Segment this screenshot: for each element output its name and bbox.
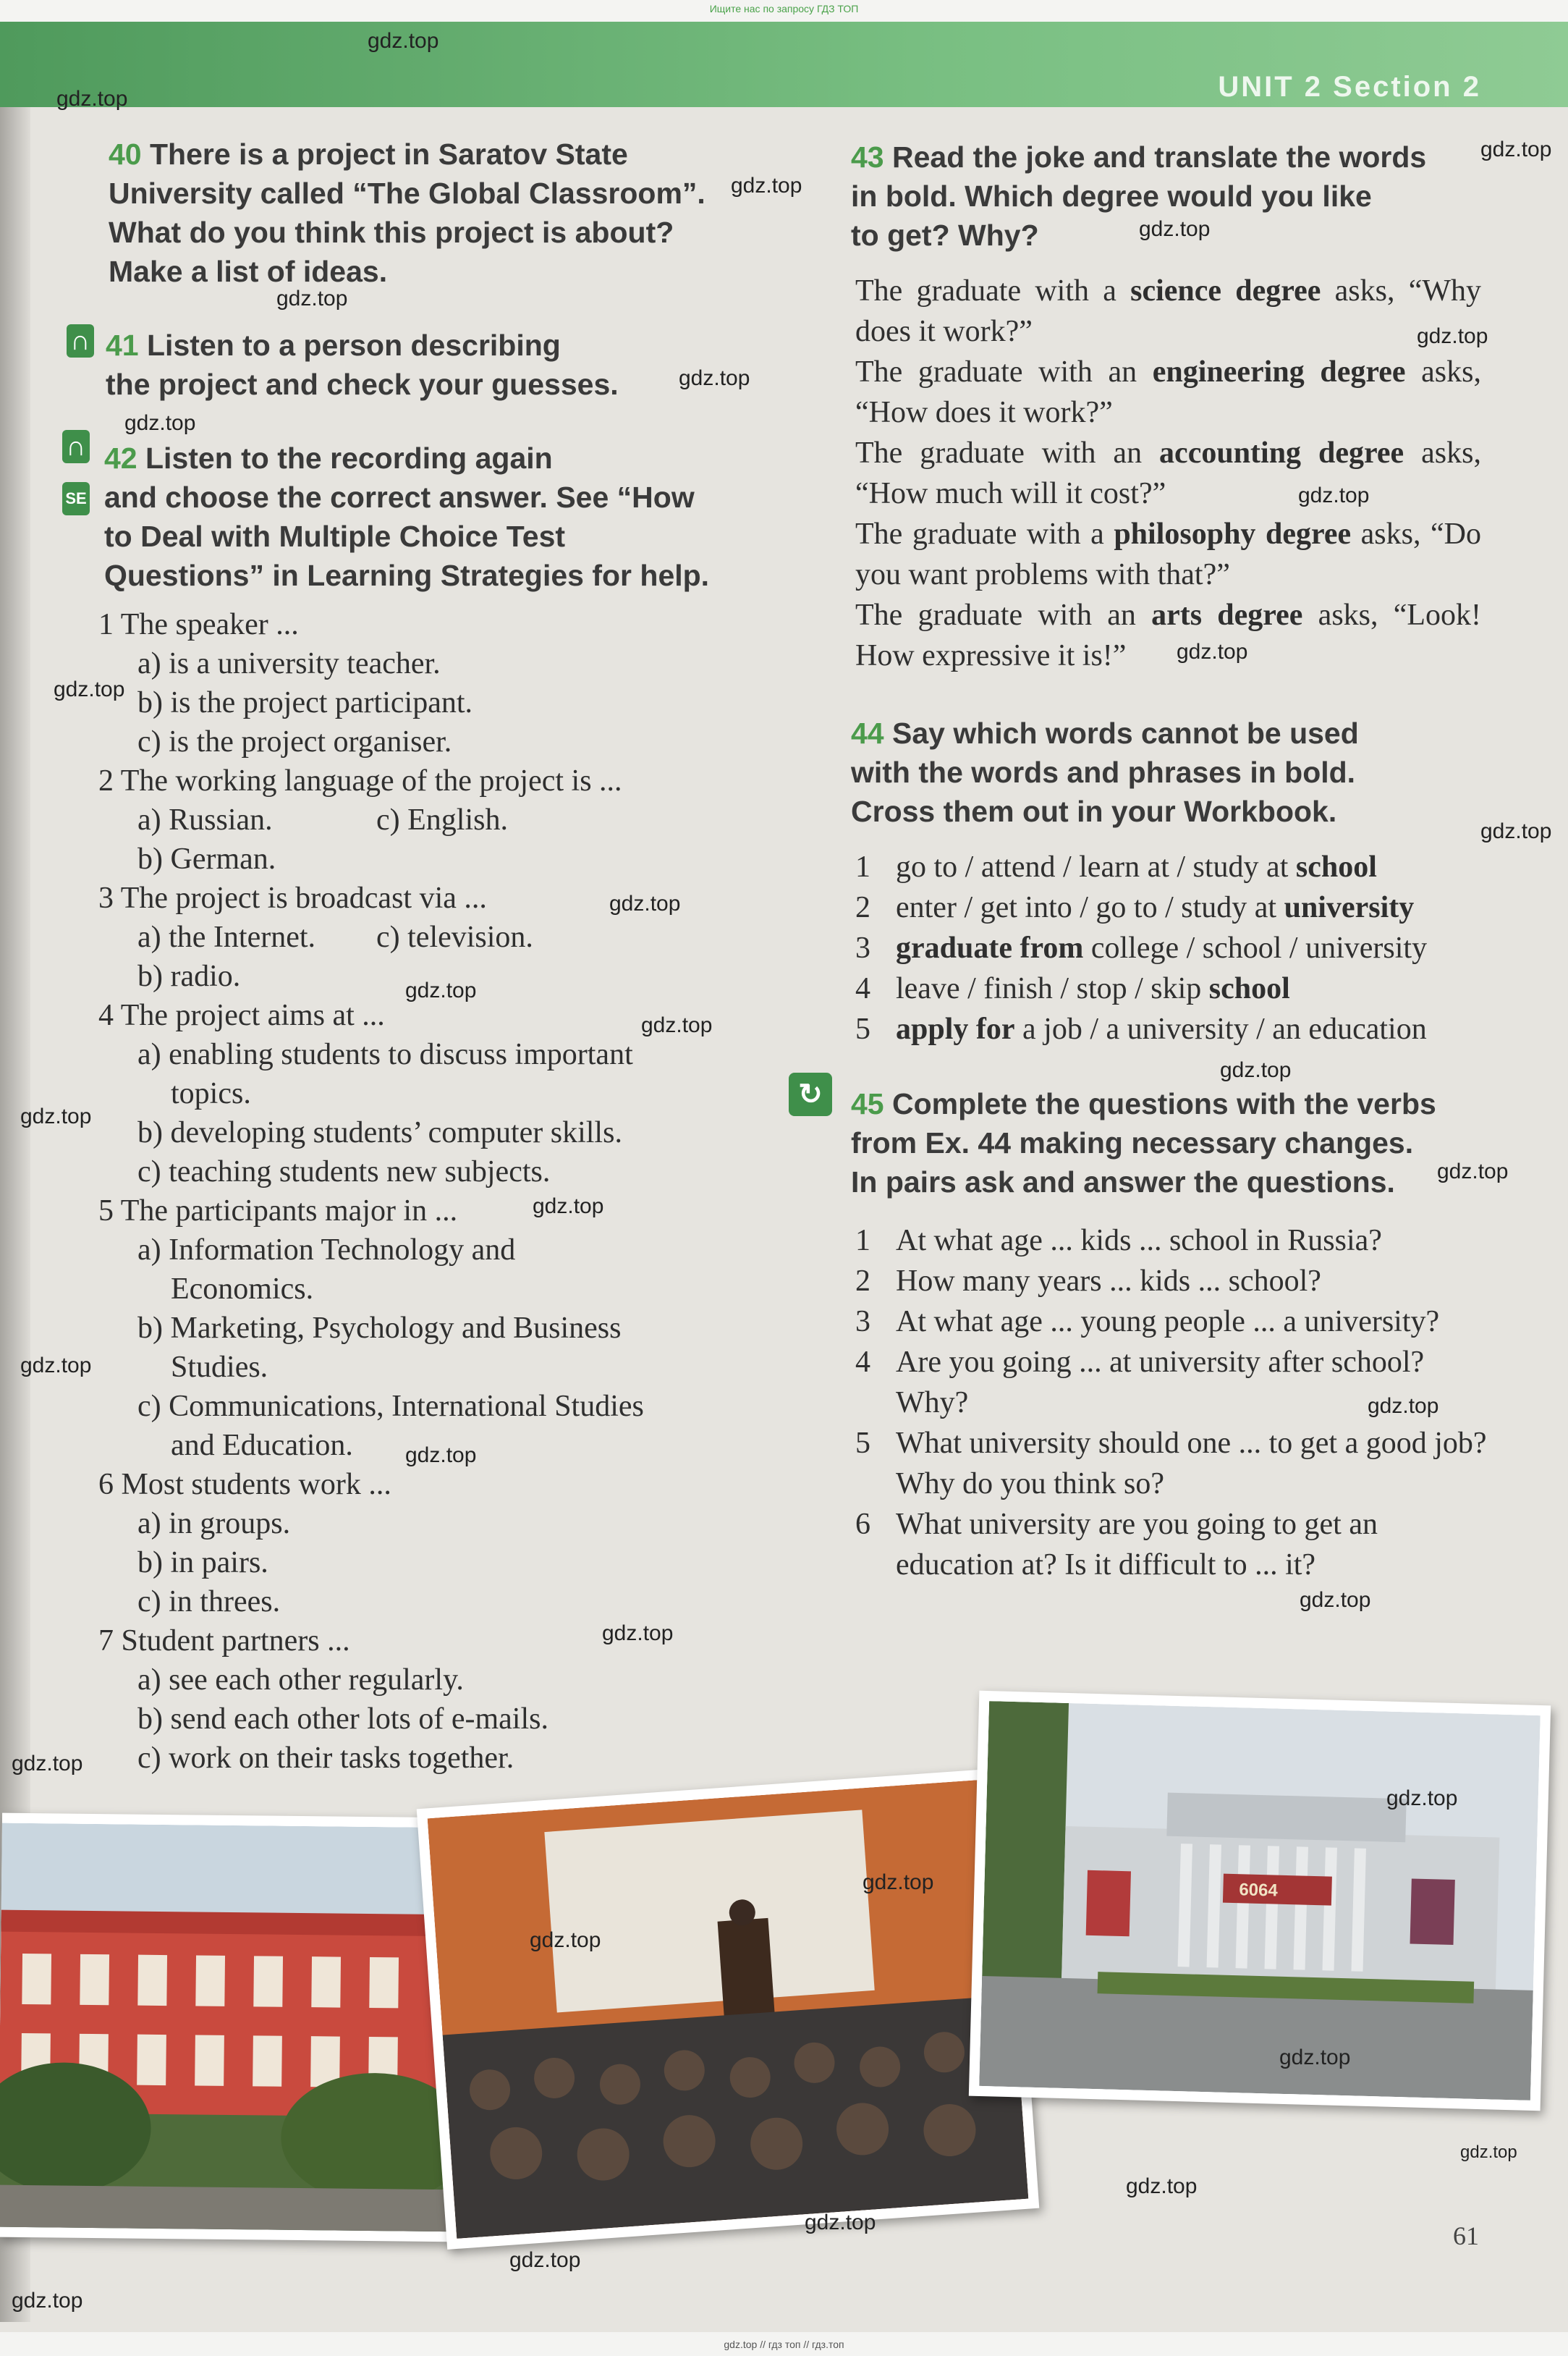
exercise-number: 45	[851, 1087, 884, 1120]
watermark: gdz.top	[1368, 1394, 1439, 1418]
answer-option: c) is the project organiser.	[137, 725, 452, 759]
answer-option: c) teaching students new subjects.	[137, 1155, 551, 1188]
answer-option-cont: Studies.	[171, 1351, 268, 1384]
exercise-line: to get? Why?	[851, 219, 1039, 252]
exercise-42	[104, 439, 755, 595]
exercise-number: 41	[106, 329, 139, 362]
building-sign: 6064	[1239, 1880, 1279, 1901]
watermark: gdz.top	[1220, 1058, 1292, 1082]
joke-line	[855, 595, 1481, 676]
page-number: 61	[1453, 2221, 1479, 2250]
watermark: gdz.top	[1437, 1160, 1509, 1183]
answer-option: b) in pairs.	[137, 1546, 268, 1579]
joke-line	[855, 433, 1481, 514]
question: 6 Most students work ...	[98, 1468, 391, 1501]
item-bold: school	[1295, 850, 1377, 884]
exercise-line: Listen to the recording again	[145, 442, 553, 475]
watermark: gdz.top	[1279, 2045, 1351, 2069]
question: 7 Student partners ...	[98, 1624, 350, 1658]
item-bold: school	[1208, 972, 1290, 1005]
watermark: gdz.top	[54, 677, 125, 701]
audio-icon	[67, 324, 94, 358]
joke-line	[855, 514, 1481, 595]
answer-option: c) television.	[376, 921, 533, 954]
item-text: How many years ... kids ... school?	[896, 1264, 1321, 1298]
watermark: gdz.top	[276, 287, 348, 311]
exercise-line: In pairs ask and answer the questions.	[851, 1165, 1395, 1199]
answer-option: b) developing students’ computer skills.	[137, 1116, 622, 1149]
word-combination-list	[855, 847, 1492, 1050]
top-notice-strip	[0, 0, 1568, 22]
unit-number: 2	[1304, 71, 1323, 103]
item-text: What university are you going to get an education at? Is it difficult to ... it?	[896, 1508, 1378, 1582]
lecture-illustration	[428, 1778, 1029, 2239]
joke-plain: asks, “Why does it work?”	[855, 274, 1482, 348]
exercise-line: Make a list of ideas.	[109, 255, 388, 288]
list-item	[855, 928, 1492, 968]
answer-option: b) Marketing, Psychology and Business	[137, 1312, 622, 1345]
exercise-41	[106, 326, 757, 404]
item-number: 2	[855, 1264, 870, 1298]
joke-bold-term: arts degree	[1151, 599, 1303, 632]
answer-option: a) is a university teacher.	[137, 647, 441, 680]
exercise-44	[851, 714, 1517, 831]
question: 3 The project is broadcast via ...	[98, 882, 487, 915]
watermark: gdz.top	[863, 1870, 934, 1894]
watermark: gdz.top	[1417, 324, 1488, 348]
list-item	[855, 1261, 1492, 1301]
photo-image	[428, 1778, 1029, 2239]
unit-section-title	[1218, 71, 1481, 104]
watermark: gdz.top	[405, 979, 477, 1002]
answer-option: a) Russian.	[137, 803, 273, 837]
watermark: gdz.top	[12, 1752, 83, 1776]
watermark: gdz.top	[609, 892, 681, 916]
answer-option-cont: and Education.	[171, 1429, 353, 1462]
item-text: go to / attend / learn at / study at	[896, 850, 1296, 884]
exercise-number: 43	[851, 140, 884, 174]
question: 4 The project aims at ...	[98, 999, 385, 1032]
watermark: gdz.top	[679, 366, 750, 390]
answer-option-cont: topics.	[171, 1077, 251, 1110]
answer-option: a) in groups.	[137, 1507, 291, 1540]
question: 1 The speaker ...	[98, 608, 299, 641]
answer-option-cont: Economics.	[171, 1272, 314, 1306]
watermark: gdz.top	[12, 2289, 83, 2313]
item-text: What university should one ... to get a good job? Why do you think so?	[896, 1427, 1487, 1500]
watermark: gdz.top	[20, 1105, 92, 1128]
watermark: gdz.top	[20, 1354, 92, 1377]
exercise-number: 42	[104, 442, 137, 475]
section-number: 2	[1462, 71, 1481, 103]
exercise-line: University called “The Global Classroom”.	[109, 177, 705, 210]
answer-option: b) radio.	[137, 960, 241, 993]
watermark: gdz.top	[1460, 2142, 1517, 2162]
joke-bold-term: accounting degree	[1159, 436, 1404, 470]
list-item	[855, 1301, 1492, 1342]
item-number: 3	[855, 932, 870, 965]
answer-option: c) work on their tasks together.	[137, 1741, 514, 1775]
list-item	[855, 1009, 1492, 1050]
watermark: gdz.top	[1298, 484, 1370, 507]
item-number: 1	[855, 850, 870, 884]
watermark: gdz.top	[124, 411, 196, 435]
list-item	[855, 968, 1492, 1009]
item-number: 5	[855, 1427, 870, 1460]
pair-work-icon: ↻	[789, 1073, 832, 1116]
joke-plain: The graduate with a	[855, 518, 1114, 551]
question: 2 The working language of the project is ...	[98, 764, 622, 798]
watermark: gdz.top	[368, 29, 439, 53]
watermark: gdz.top	[1126, 2174, 1198, 2198]
item-number: 1	[855, 1224, 870, 1257]
exercise-line: to Deal with Multiple Choice Test	[104, 520, 566, 553]
top-notice: Ищите нас по запросу ГДЗ ТОП	[709, 3, 859, 14]
watermark: gdz.top	[1386, 1786, 1458, 1810]
answer-option: b) is the project participant.	[137, 686, 473, 719]
joke-plain: asks, “How much will it cost?”	[855, 436, 1481, 510]
exercise-line: from Ex. 44 making necessary changes.	[851, 1126, 1414, 1160]
list-item	[855, 887, 1492, 928]
building-illustration	[979, 1701, 1541, 2100]
exercise-number: 40	[109, 138, 142, 171]
list-item	[855, 1220, 1492, 1261]
exercise-line: Read the joke and translate the words	[892, 140, 1427, 174]
joke-plain: asks, “Look! How expressive it is!”	[855, 599, 1482, 672]
joke-text	[855, 271, 1481, 676]
question: 5 The participants major in ...	[98, 1194, 458, 1228]
exercise-line: Questions” in Learning Strategies for help.	[104, 559, 710, 592]
answer-option: c) in threes.	[137, 1585, 281, 1618]
item-number: 5	[855, 1013, 870, 1046]
item-number: 6	[855, 1508, 870, 1541]
joke-line	[855, 271, 1481, 352]
watermark: gdz.top	[1139, 217, 1211, 241]
multiple-choice-list	[98, 605, 721, 1778]
building-illustration	[0, 1823, 451, 2232]
joke-plain: The graduate with an	[855, 436, 1160, 470]
watermark: gdz.top	[731, 174, 802, 198]
exercise-line: Complete the questions with the verbs	[892, 1087, 1436, 1120]
joke-line	[855, 352, 1481, 433]
answer-option: c) English.	[376, 803, 508, 837]
joke-bold-term: engineering degree	[1152, 355, 1406, 389]
answer-option: a) enabling students to discuss important	[137, 1038, 633, 1071]
watermark: gdz.top	[805, 2211, 876, 2234]
exercise-line: Listen to a person describing	[147, 329, 561, 362]
exercise-line: the project and check your guesses.	[106, 368, 619, 401]
joke-plain: asks, “How does it work?”	[855, 355, 1481, 429]
section-label: Section	[1333, 71, 1453, 103]
answer-option: a) the Internet.	[137, 921, 316, 954]
answer-option: c) Communications, International Studies	[137, 1390, 644, 1423]
exercise-45	[851, 1084, 1517, 1202]
photo-lecture-hall	[417, 1768, 1040, 2250]
audio-icon	[62, 430, 90, 463]
item-text: college / school / university	[1083, 932, 1428, 965]
joke-plain: The graduate with an	[855, 599, 1152, 632]
photo-image	[979, 1701, 1541, 2100]
watermark: gdz.top	[56, 87, 128, 111]
watermark: gdz.top	[533, 1194, 604, 1218]
exercise-line: and choose the correct answer. See “How	[104, 481, 695, 514]
answer-option: b) send each other lots of e-mails.	[137, 1702, 548, 1736]
watermark: gdz.top	[530, 1928, 601, 1952]
item-number: 4	[855, 1346, 870, 1379]
list-item	[855, 1504, 1492, 1585]
watermark: gdz.top	[1480, 819, 1552, 843]
watermark: gdz.top	[641, 1013, 713, 1037]
exercise-line: What do you think this project is about?	[109, 216, 674, 249]
answer-option: b) German.	[137, 843, 276, 876]
photo-university-white-building	[969, 1691, 1551, 2111]
watermark: gdz.top	[602, 1621, 674, 1645]
item-text: At what age ... young people ... a university?	[896, 1305, 1440, 1338]
watermark: gdz.top	[1177, 640, 1248, 664]
joke-bold-term: philosophy degree	[1114, 518, 1352, 551]
joke-plain: The graduate with a	[855, 274, 1131, 308]
exercise-line: There is a project in Saratov State	[150, 138, 628, 171]
item-text: a job / a university / an education	[1014, 1013, 1427, 1046]
photo-image	[0, 1823, 452, 2232]
unit-label: UNIT	[1218, 71, 1294, 103]
bottom-footer: gdz.top // гдз топ // гдз.топ	[724, 2339, 844, 2350]
item-bold: university	[1284, 891, 1415, 924]
joke-bold-term: science degree	[1130, 274, 1321, 308]
list-item	[855, 1423, 1492, 1504]
exercise-line: Say which words cannot be used	[892, 717, 1359, 750]
item-text: enter / get into / go to / study at	[896, 891, 1284, 924]
photo-university-red-building	[0, 1813, 462, 2242]
item-text: leave / finish / stop / skip	[896, 972, 1209, 1005]
item-number: 4	[855, 972, 870, 1005]
item-number: 2	[855, 891, 870, 924]
watermark: gdz.top	[1480, 138, 1552, 161]
item-number: 3	[855, 1305, 870, 1338]
watermark: gdz.top	[405, 1443, 477, 1467]
exercise-line: in bold. Which degree would you like	[851, 180, 1372, 213]
joke-plain: The graduate with an	[855, 355, 1153, 389]
joke-plain: asks, “Do you want problems with that?”	[855, 518, 1481, 591]
exercise-line: Cross them out in your Workbook.	[851, 795, 1337, 828]
exercise-line: with the words and phrases in bold.	[851, 756, 1356, 789]
item-text: Are you going ... at university after school? Why?	[896, 1346, 1425, 1419]
bottom-footer-strip	[0, 2332, 1568, 2356]
watermark: gdz.top	[1300, 1588, 1371, 1612]
exercise-40	[109, 135, 760, 291]
list-item	[855, 847, 1492, 887]
item-bold: graduate from	[896, 932, 1084, 965]
answer-option: a) Information Technology and	[137, 1233, 516, 1267]
item-bold: apply for	[896, 1013, 1015, 1046]
watermark: gdz.top	[509, 2248, 581, 2272]
item-text: At what age ... kids ... school in Russia?	[896, 1224, 1382, 1257]
strategy-se-badge: SE	[62, 482, 90, 515]
answer-option: a) see each other regularly.	[137, 1663, 464, 1697]
exercise-number: 44	[851, 717, 884, 750]
